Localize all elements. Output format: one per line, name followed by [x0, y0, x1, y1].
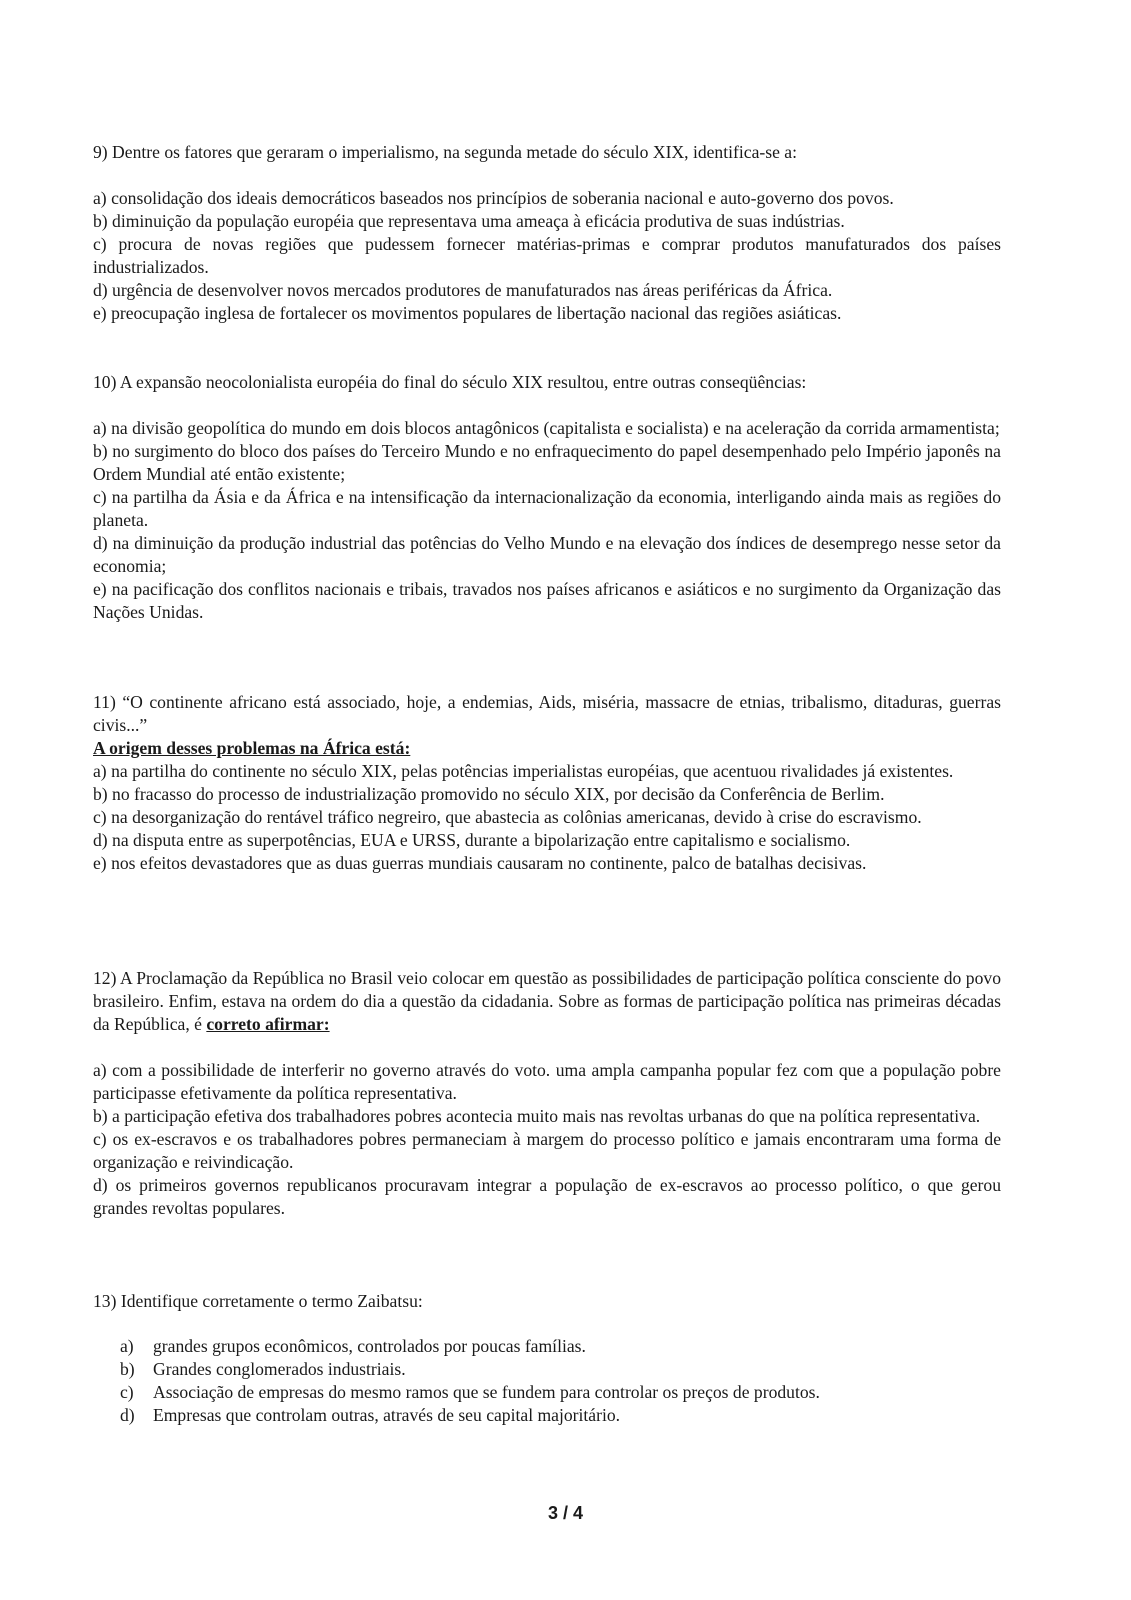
option-d — [120, 1404, 1000, 1427]
question-stem: 11) “O continente africano está associado, hoje, a endemias, Aids, miséria, massacre de etnias, tribalismo, ditaduras, guerras civis...” — [93, 692, 1001, 735]
option-a: a) na partilha do continente no século XIX, pelas potências imperialistas européias, que acentuou rivalidades já existentes. — [93, 761, 954, 781]
question-10 — [93, 371, 1001, 624]
question-12 — [93, 967, 1001, 1220]
option-a: a) com a possibilidade de interferir no governo através do voto. uma ampla campanha popular fez com que a população pobre participasse efetivamente da política representativa. — [93, 1060, 1001, 1103]
option-b: b) no surgimento do bloco dos países do Terceiro Mundo e no enfraquecimento do papel desempenhado pelo Império japonês na Ordem Mundial até então existente; — [93, 441, 1001, 484]
question-13 — [93, 1290, 1001, 1313]
option-a — [120, 1335, 1000, 1358]
option-letter: b) — [120, 1359, 135, 1379]
option-d: d) os primeiros governos republicanos procuravam integrar a população de ex-escravos ao processo político, o que gerou grandes revoltas populares. — [93, 1175, 1001, 1218]
option-e: e) na pacificação dos conflitos nacionais e tribais, travados nos países africanos e asiáticos e no surgimento da Organização das Nações Unidas. — [93, 579, 1001, 622]
question-13-options — [120, 1335, 1000, 1427]
option-d: d) na disputa entre as superpotências, EUA e URSS, durante a bipolarização entre capitalismo e socialismo. — [93, 830, 851, 850]
option-e: e) preocupação inglesa de fortalecer os movimentos populares de libertação nacional das regiões asiáticas. — [93, 303, 842, 323]
question-heading: A origem desses problemas na África está: — [93, 738, 411, 758]
option-c — [120, 1381, 1000, 1404]
option-b — [120, 1358, 1000, 1381]
option-text: Empresas que controlam outras, através de seu capital majoritário. — [153, 1405, 621, 1425]
option-letter: d) — [120, 1405, 135, 1425]
option-letter: c) — [120, 1382, 134, 1402]
option-c: c) os ex-escravos e os trabalhadores pobres permaneciam à margem do processo político e jamais encontraram uma forma de organização e reivindicação. — [93, 1129, 1001, 1172]
question-stem: 9) Dentre os fatores que geraram o imperialismo, na segunda metade do século XIX, identifica-se a: — [93, 142, 797, 162]
option-b: b) no fracasso do processo de industrialização promovido no século XIX, por decisão da Conferência de Berlim. — [93, 784, 885, 804]
option-text: Associação de empresas do mesmo ramos que se fundem para controlar os preços de produtos. — [153, 1382, 820, 1402]
option-c: c) procura de novas regiões que pudessem fornecer matérias-primas e comprar produtos manufaturados dos países industrializados. — [93, 234, 1001, 277]
option-a: a) na divisão geopolítica do mundo em dois blocos antagônicos (capitalista e socialista) e na aceleração da corrida armamentista; — [93, 418, 1000, 438]
option-letter: a) — [120, 1336, 134, 1356]
page-number: 3 / 4 — [547, 1503, 584, 1523]
stem-text: 12) A Proclamação da República no Brasil veio colocar em questão as possibilidades de participação política consciente do povo brasileiro. Enfim, estava na ordem do dia a questão da cidadania. Sobre as formas de participação política nas primeiras décadas da República, é — [93, 968, 1001, 1034]
question-11 — [93, 691, 1001, 875]
question-stem: 10) A expansão neocolonialista européia do final do século XIX resultou, entre outras conseqüências: — [93, 372, 807, 392]
option-e: e) nos efeitos devastadores que as duas guerras mundiais causaram no continente, palco de batalhas decisivas. — [93, 853, 867, 873]
option-d: d) na diminuição da produção industrial das potências do Velho Mundo e na elevação dos índices de desemprego nesse setor da economia; — [93, 533, 1001, 576]
option-d: d) urgência de desenvolver novos mercados produtores de manufaturados nas áreas periféricas da África. — [93, 280, 833, 300]
question-stem — [93, 967, 1001, 1036]
option-c: c) na partilha da Ásia e da África e na intensificação da internacionalização da economia, interligando ainda mais as regiões do planeta. — [93, 487, 1001, 530]
option-text: grandes grupos econômicos, controlados por poucas famílias. — [153, 1336, 586, 1356]
option-c: c) na desorganização do rentável tráfico negreiro, que abastecia as colônias americanas, devido à crise do escravismo. — [93, 807, 922, 827]
question-stem: 13) Identifique corretamente o termo Zaibatsu: — [93, 1291, 423, 1311]
option-a: a) consolidação dos ideais democráticos baseados nos princípios de soberania nacional e auto-governo dos povos. — [93, 188, 894, 208]
stem-emphasis: correto afirmar: — [206, 1014, 330, 1034]
question-9 — [93, 141, 1001, 325]
option-b: b) a participação efetiva dos trabalhadores pobres acontecia muito mais nas revoltas urbanas do que na política representativa. — [93, 1106, 981, 1126]
option-text: Grandes conglomerados industriais. — [153, 1359, 406, 1379]
option-b: b) diminuição da população européia que representava uma ameaça à eficácia produtiva de suas indústrias. — [93, 211, 845, 231]
